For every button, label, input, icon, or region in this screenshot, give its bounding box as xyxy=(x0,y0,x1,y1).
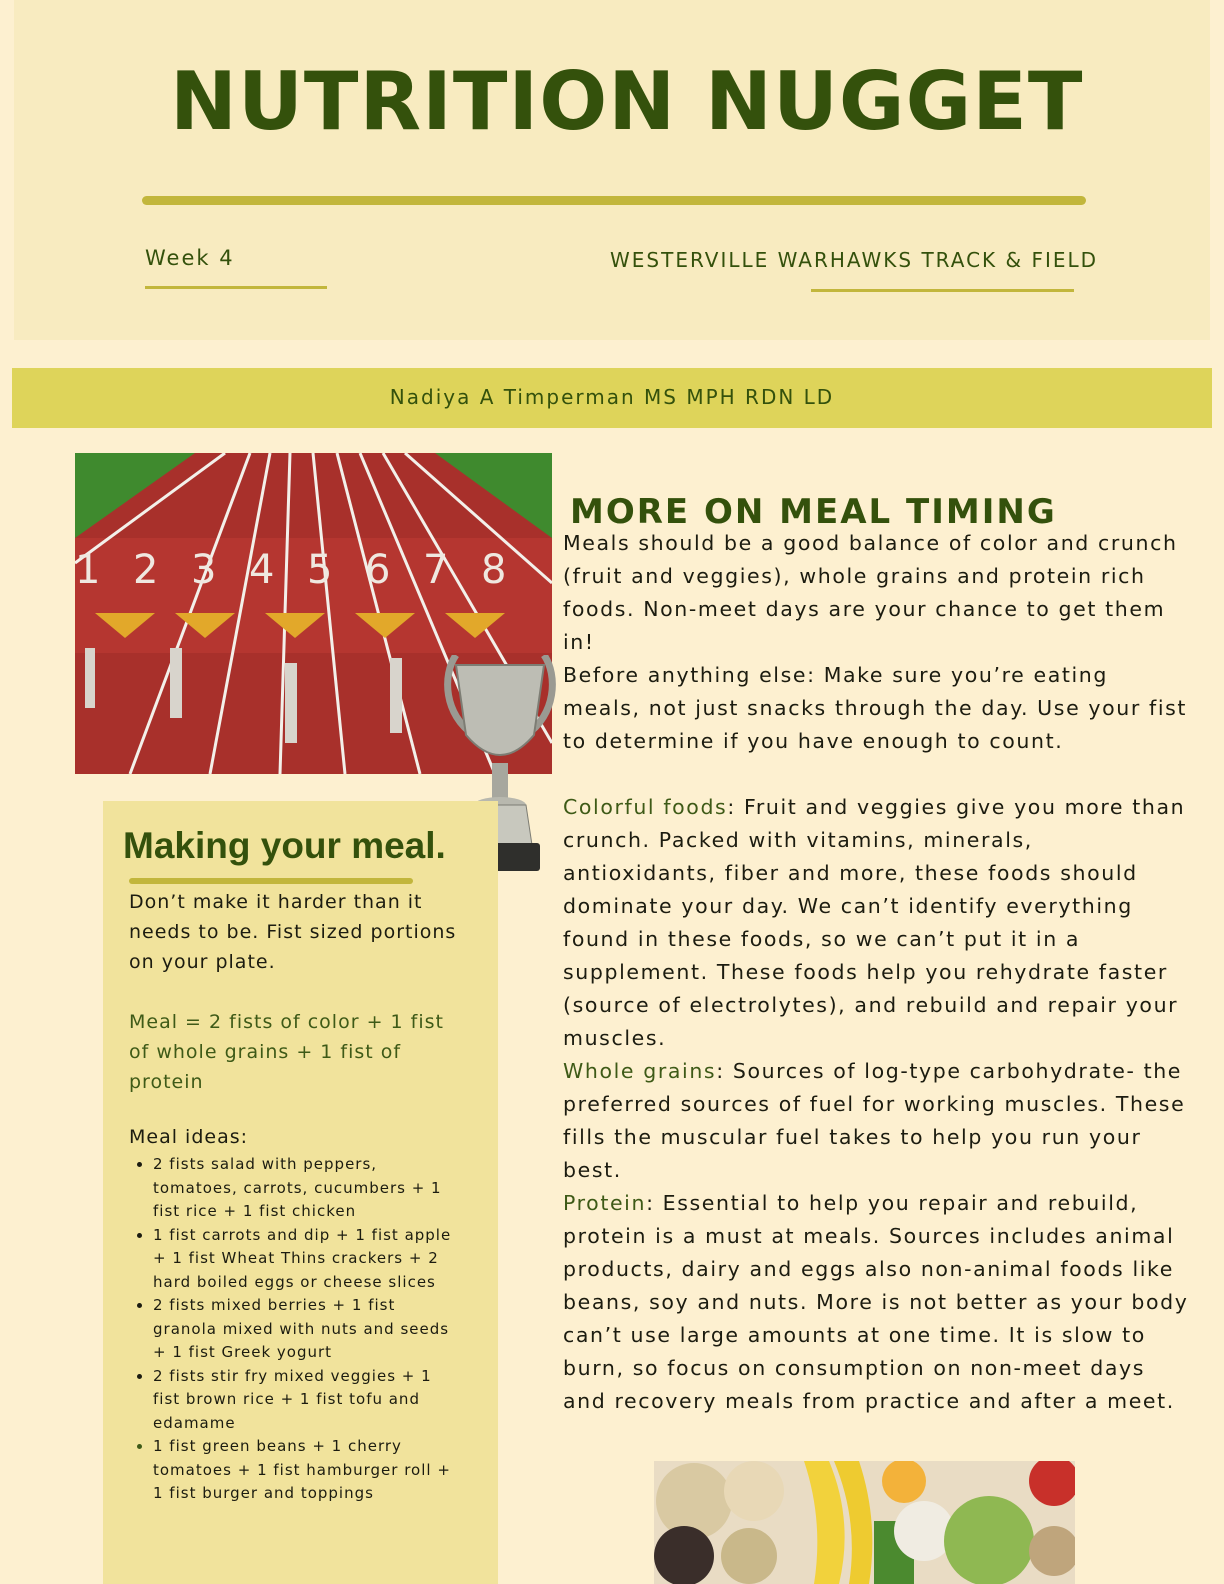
lane-number: 2 xyxy=(133,547,159,593)
lane-number: 6 xyxy=(365,547,391,593)
list-item: • 2 fists salad with peppers, tomatoes, carrots, cucumbers + 1 fist rice + 1 fist chicken xyxy=(153,1153,461,1224)
lane-number: 3 xyxy=(191,547,217,593)
meal-formula: Meal = 2 fists of color + 1 fist of whole grains + 1 fist of protein xyxy=(129,1011,444,1093)
sidebar-intro: Don’t make it harder than it needs to be. Fist sized portions on your plate. xyxy=(129,891,457,973)
protein-text: : Essential to help you repair and rebuild, protein is a must at meals. Sources includes animal products, dairy and eggs also non-animal foods like beans, soy and nuts. More is not better as your body can’t use large amounts at one time. It is slow to burn, so focus on consumption on non-meet days and recovery meals from practice and after a meet. xyxy=(563,1191,1189,1413)
protein-label: Protein xyxy=(563,1191,647,1215)
whole-grains-paragraph xyxy=(563,1055,1193,1187)
lane-number: 5 xyxy=(307,547,333,593)
article-paragraph: Meals should be a good balance of color and crunch (fruit and veggies), whole grains and protein rich foods. Non-meet days are your chance to get them in! xyxy=(563,531,1178,654)
team-name: WESTERVILLE WARHAWKS TRACK & FIELD xyxy=(610,248,1099,272)
colorful-foods-label: Colorful foods xyxy=(563,795,728,819)
colorful-foods-paragraph xyxy=(563,791,1193,1055)
lane-number: 7 xyxy=(423,547,449,593)
newsletter-title: NUTRITION NUGGET xyxy=(170,55,1084,148)
sidebar-panel xyxy=(103,801,498,1584)
lane-number: 4 xyxy=(249,547,275,593)
list-item: • 2 fists mixed berries + 1 fist granola mixed with nuts and seeds + 1 fist Greek yogurt xyxy=(153,1294,461,1365)
meal-ideas-list xyxy=(129,1153,461,1506)
list-item: • 2 fists stir fry mixed veggies + 1 fist brown rice + 1 fist tofu and edamame xyxy=(153,1365,461,1436)
lane-number: 8 xyxy=(481,547,507,593)
sidebar-heading: Making your meal. xyxy=(123,825,446,866)
week-underline xyxy=(145,286,327,289)
whole-grains-text: : Sources of log-type carbohydrate- the preferred sources of fuel for working muscles. These fills the muscular fuel takes to help you run your best. xyxy=(563,1059,1186,1182)
list-item: • 1 fist green beans + 1 cherry tomatoes + 1 fist hamburger roll + 1 fist burger and toppings xyxy=(153,1435,461,1506)
week-label: Week 4 xyxy=(145,246,235,270)
list-item: • 1 fist carrots and dip + 1 fist apple + 1 fist Wheat Thins crackers + 2 hard boiled eggs or cheese slices xyxy=(153,1224,461,1295)
whole-grains-label: Whole grains xyxy=(563,1059,717,1083)
article-paragraph: Before anything else: Make sure you’re eating meals, not just snacks through the day. Use your fist to determine if you have enough to count. xyxy=(563,663,1188,753)
food-photo xyxy=(654,1461,1075,1584)
protein-paragraph xyxy=(563,1187,1193,1418)
author-band xyxy=(12,368,1212,428)
main-heading: MORE ON MEAL TIMING xyxy=(570,492,1057,532)
title-divider xyxy=(142,196,1086,205)
team-underline xyxy=(811,289,1074,292)
article-body xyxy=(563,527,1193,1418)
colorful-foods-text: : Fruit and veggies give you more than crunch. Packed with vitamins, minerals, antioxidants, fiber and more, these foods should dominate your day. We can’t identify everything found in these foods, so we can’t put it in a supplement. These foods help you rehydrate faster (source of electrolytes), and rebuild and repair your muscles. xyxy=(563,795,1186,1050)
lane-number: 1 xyxy=(75,547,101,593)
author-name: Nadiya A Timperman MS MPH RDN LD xyxy=(389,385,835,409)
sidebar-divider xyxy=(129,878,413,884)
meal-ideas-label: Meal ideas: xyxy=(129,1126,249,1148)
